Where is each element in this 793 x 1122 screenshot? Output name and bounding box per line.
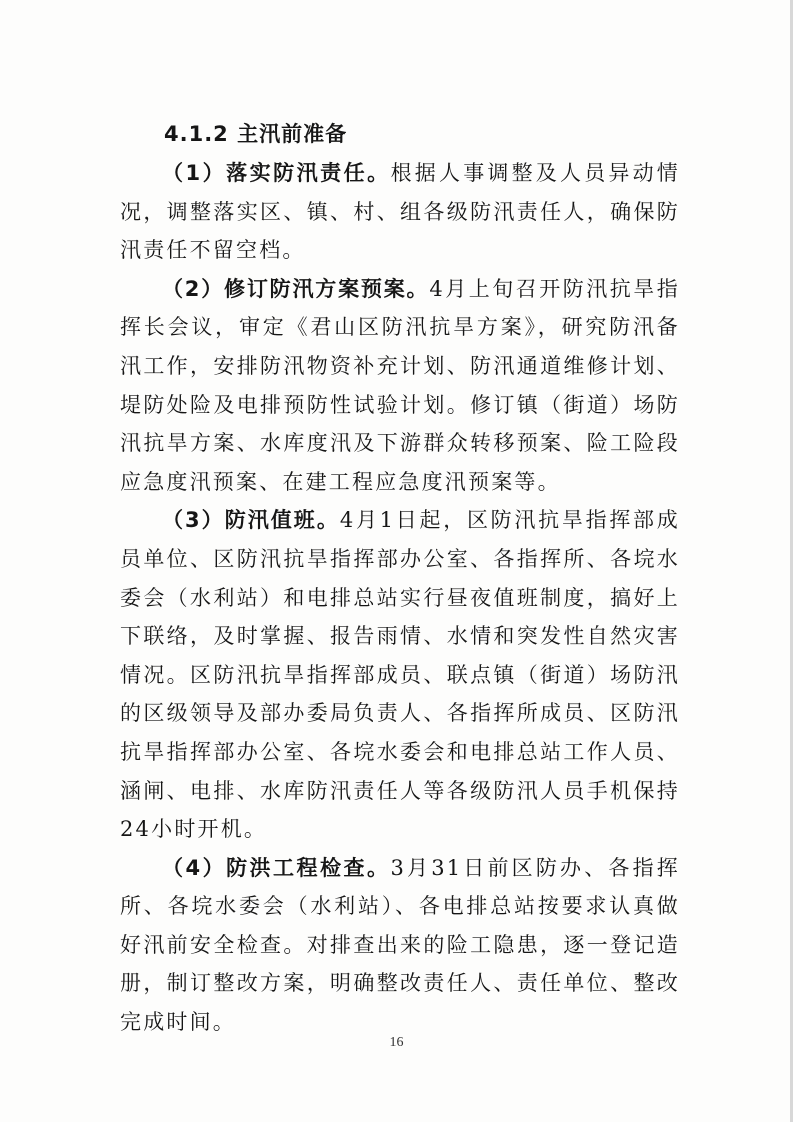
page-content bbox=[120, 116, 680, 1042]
paragraph-1 bbox=[120, 154, 680, 270]
paragraph-4 bbox=[120, 849, 680, 1042]
paragraph-3-lead: （3）防汛值班。 bbox=[162, 508, 340, 533]
paragraph-4-lead: （4）防洪工程检查。 bbox=[162, 855, 391, 880]
paragraph-2 bbox=[120, 270, 680, 502]
paragraph-2-text: 4月上旬召开防汛抗旱指挥长会议，审定《君山区防汛抗旱方案》，研究防汛备汛工作，安排防汛物资补充计划、防汛通道维修计划、堤防处险及电排预防性试验计划。修订镇（街道）场防汛抗旱方案、水库度汛及下游群众转移预案、险工险段应急度汛预案、在建工程应急度汛预案等。 bbox=[120, 276, 680, 494]
page-number: 16 bbox=[389, 1035, 404, 1050]
paragraph-1-lead: （1）落实防汛责任。 bbox=[162, 161, 391, 185]
paragraph-3-text: 4月1日起，区防汛抗旱指挥部成员单位、区防汛抗旱指挥部办公室、各指挥所、各垸水委会（水利站）和电排总站实行昼夜值班制度，搞好上下联络，及时掌握、报告雨情、水情和突发性自然灾害情况。区防汛抗旱指挥部成员、联点镇（街道）场防汛的区级领导及部办委局负责人、各指挥所成员、区防汛抗旱指挥部办公室、各垸水委会和电排总站工作人员、涵闸、电排、水库防汛责任人等各级防汛人员手机保持24小时开机。 bbox=[120, 508, 680, 842]
paragraph-2-lead: （2）修订防汛方案预案。 bbox=[162, 276, 430, 301]
paragraph-3 bbox=[120, 501, 680, 848]
section-heading: 4.1.2 主汛前准备 bbox=[164, 122, 348, 146]
paragraph-1-text: 根据人事调整及人员异动情况，调整落实区、镇、村、组各级防汛责任人，确保防汛责任不留空档。 bbox=[120, 161, 680, 263]
paragraph-4-text: 3月31日前区防办、各指挥所、各垸水委会（水利站）、各电排总站按要求认真做好汛前安全检查。对排查出来的险工隐患，逐一登记造册，制订整改方案，明确整改责任人、责任单位、整改完成时间。 bbox=[120, 855, 680, 1035]
